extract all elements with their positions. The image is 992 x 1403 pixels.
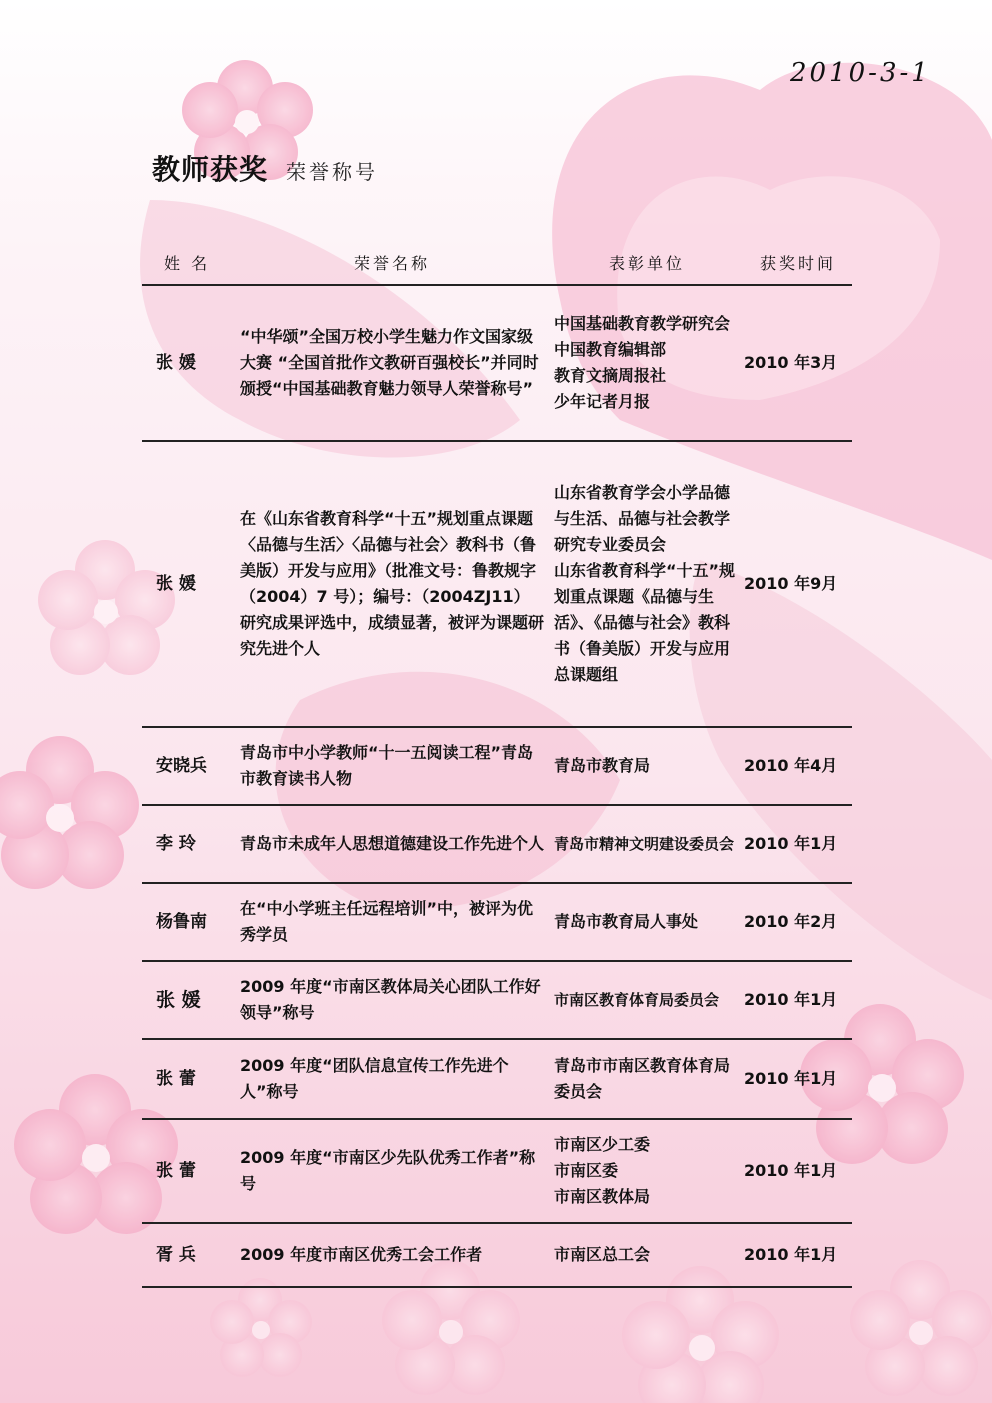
- award-date: 2010 年1月: [744, 990, 838, 1009]
- award-recipient: 张 蕾: [156, 1069, 196, 1089]
- award-recipient: 李 玲: [156, 834, 196, 854]
- issue-date: 2010-3-1: [790, 58, 931, 88]
- award-unit: 青岛市教育局: [554, 756, 651, 775]
- table-row: [142, 806, 852, 884]
- award-unit: 市南区教育体育局委员会: [554, 991, 720, 1009]
- flower-bottom-far-right: [850, 1260, 992, 1396]
- award-title: 青岛市未成年人思想道德建设工作先进个人: [240, 834, 545, 853]
- award-title: 2009 年度“市南区教体局关心团队工作好领导”称号: [240, 977, 541, 1022]
- award-title: 2009 年度“市南区少先队优秀工作者”称号: [240, 1148, 536, 1193]
- award-recipient: 胥 兵: [156, 1245, 196, 1265]
- award-date: 2010 年3月: [744, 353, 838, 372]
- award-recipient: 张 媛: [156, 574, 196, 594]
- flower-left-lower: [0, 736, 139, 889]
- award-date: 2010 年1月: [744, 1161, 838, 1180]
- award-recipient: 张 蕾: [156, 1161, 196, 1181]
- award-title: 在“中小学班主任远程培训”中，被评为优秀学员: [240, 899, 534, 944]
- section-heading: [152, 148, 378, 188]
- award-unit: 山东省教育学会小学品德与生活、品德与社会教学研究专业委员会 山东省教育科学“十五”规划重点课题《品德与生活》、《品德与社会》教科书（鲁美版）开发与应用总课题组: [554, 483, 736, 684]
- award-unit: 市南区少工委 市南区委 市南区教体局: [554, 1135, 651, 1206]
- award-title: 2009 年度“团队信息宣传工作先进个人”称号: [240, 1056, 509, 1101]
- awards-table: [142, 240, 852, 1288]
- award-recipient: 安晓兵: [156, 756, 207, 776]
- header-date: 获奖时间: [759, 253, 836, 273]
- award-date: 2010 年1月: [744, 1069, 838, 1088]
- award-recipient: 张 媛: [156, 353, 196, 373]
- award-date: 2010 年4月: [744, 756, 838, 775]
- table-row: [142, 1224, 852, 1288]
- award-date: 2010 年1月: [744, 834, 838, 853]
- section-title: 教师获奖: [152, 153, 269, 186]
- award-date: 2010 年2月: [744, 912, 838, 931]
- header-unit: 表彰单位: [608, 253, 685, 273]
- table-row: [142, 1120, 852, 1224]
- table-row: [142, 728, 852, 806]
- table-row: [142, 286, 852, 442]
- table-header: [142, 240, 852, 286]
- award-title: 青岛市中小学教师“十一五阅读工程”青岛市教育读书人物: [240, 743, 534, 788]
- award-title: 2009 年度市南区优秀工会工作者: [240, 1245, 483, 1264]
- award-date: 2010 年1月: [744, 1245, 838, 1264]
- award-unit: 青岛市精神文明建设委员会: [554, 835, 735, 853]
- award-unit: 中国基础教育教学研究会 中国教育编辑部 教育文摘周报社 少年记者月报: [554, 314, 731, 411]
- table-row: [142, 442, 852, 728]
- table-row: [142, 884, 852, 962]
- award-title: 在《山东省教育科学“十五”规划重点课题〈品德与生活〉〈品德与社会〉教科书（鲁美版）开发与应用》（批准文号：鲁教规字（2004）7 号）；编号：（2004ZJ11）研究成果评选中，成绩显著，被评为课题研究先进个人: [240, 509, 545, 658]
- section-subtitle: 荣誉称号: [286, 160, 379, 184]
- table-row: [142, 1040, 852, 1120]
- header-name: 姓 名: [164, 253, 211, 273]
- award-recipient: 张 媛: [156, 989, 201, 1011]
- table-row: [142, 962, 852, 1040]
- award-unit: 青岛市教育局人事处: [554, 912, 699, 931]
- flower-bottom-small: [210, 1278, 312, 1377]
- award-date: 2010 年9月: [744, 574, 838, 593]
- header-title: 荣誉名称: [353, 253, 430, 273]
- award-unit: 青岛市市南区教育体育局委员会: [554, 1056, 731, 1101]
- award-recipient: 杨鲁南: [156, 912, 207, 932]
- award-title: “中华颂”全国万校小学生魅力作文国家级大赛 “全国首批作文教研百强校长”并同时颁授“中国基础教育魅力领导人荣誉称号”: [240, 327, 539, 398]
- award-unit: 市南区总工会: [554, 1245, 651, 1264]
